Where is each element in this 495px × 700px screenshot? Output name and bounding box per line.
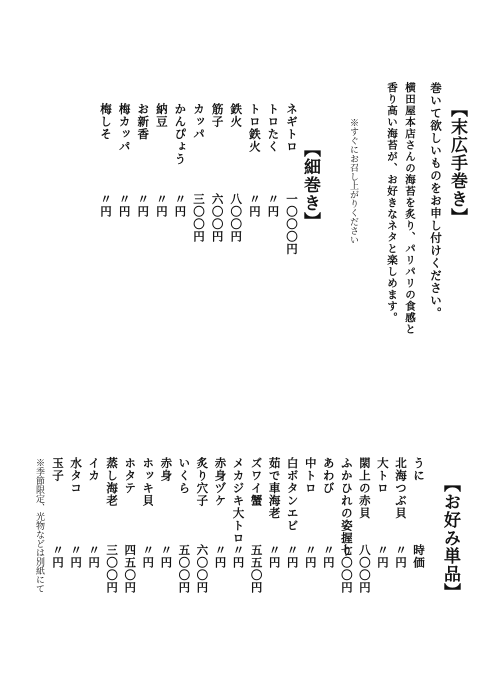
menu-item-name: カッパ xyxy=(192,103,206,141)
hosomaki-section-title: 【細巻き】 xyxy=(300,140,320,230)
temaki-intro-line-2: 横田屋本店さんの海苔を炙り、パリパリの食感と xyxy=(404,82,416,335)
menu-item-name: 北海つぶ貝 xyxy=(393,457,408,520)
menu-item-price: 時価 xyxy=(412,544,426,569)
menu-item-name: ネギトロ xyxy=(285,103,299,153)
menu-item-price: 〃円 xyxy=(141,544,156,569)
menu-item-price: 八〇〇円 xyxy=(229,193,244,243)
menu-item-price: 四五〇円 xyxy=(123,544,138,594)
menu-item-name: 鉄火 xyxy=(229,103,244,128)
menu-item-name: 蒸し海老 xyxy=(105,457,120,507)
temaki-note: ※すぐにお召し上がりください xyxy=(348,118,358,244)
menu-item-price: 〃円 xyxy=(321,544,336,569)
menu-item-name: 茹で車海老 xyxy=(267,457,282,520)
menu-item-name: かんぴょう xyxy=(173,103,188,166)
menu-item-name: お新香 xyxy=(136,103,151,141)
menu-item-name: 玉子 xyxy=(51,457,65,482)
menu-item-price: 六〇〇円 xyxy=(210,193,225,243)
menu-item-name: ふかひれの姿握り xyxy=(339,457,354,557)
menu-item-name: 梅カッパ xyxy=(117,103,132,153)
menu-item-name: トロ鉄火 xyxy=(247,103,262,153)
menu-item-name: ホッキ貝 xyxy=(141,457,156,507)
menu-item-price: 八〇〇円 xyxy=(357,544,372,594)
menu-item-price: 〃円 xyxy=(69,544,84,569)
menu-item-name: ホタテ xyxy=(123,457,138,495)
menu-item-name: 納豆 xyxy=(154,103,169,128)
menu-item-name: あわび xyxy=(321,457,336,495)
menu-item-price: 六〇〇円 xyxy=(195,544,210,594)
menu-item-name: 中トロ xyxy=(303,457,318,495)
menu-item-name: 筋子 xyxy=(210,103,225,128)
menu-item-price: 〃円 xyxy=(266,193,281,218)
menu-item-price: 〃円 xyxy=(173,193,188,218)
menu-item-price: 〃円 xyxy=(117,193,132,218)
menu-item-price: 〃円 xyxy=(267,544,282,569)
menu-item-price: 〃円 xyxy=(159,544,174,569)
menu-item-name: 白ボタンエビ xyxy=(285,457,300,532)
menu-item-name: ズワイ蟹 xyxy=(249,457,264,507)
menu-item-name: 梅しそ xyxy=(99,103,113,141)
menu-item-price: 〃円 xyxy=(213,544,228,569)
menu-item-price: 〃円 xyxy=(51,544,65,569)
tanpin-section-title: 【お好み単品】 xyxy=(440,475,460,601)
menu-item-name: メカジキ大トロ xyxy=(231,457,246,545)
menu-item-price: 五〇〇円 xyxy=(177,544,192,594)
menu-item-name: 水タコ xyxy=(69,457,84,495)
menu-item-price: 〃円 xyxy=(393,544,408,569)
tanpin-note: ※季節限定、光物などは別紙にて xyxy=(34,458,44,593)
menu-item-price: 〃円 xyxy=(154,193,169,218)
menu-item-price: 〃円 xyxy=(247,193,262,218)
menu-item-name: いくら xyxy=(177,457,192,495)
menu-item-price: 三〇〇円 xyxy=(192,193,206,243)
menu-item-name: 大トロ xyxy=(375,457,390,495)
menu-item-name: うに xyxy=(412,457,426,482)
menu-item-price: 〃円 xyxy=(375,544,390,569)
menu-item-price: 〃円 xyxy=(87,544,102,569)
menu-item-price: 七〇〇円 xyxy=(339,544,354,594)
temaki-intro-line-1: 巻いて欲しいものをお申し付けください。 xyxy=(429,82,443,320)
menu-item-name: 赤身ヅケ xyxy=(213,457,228,507)
menu-item-name: 炙り穴子 xyxy=(195,457,210,507)
temaki-intro-line-3: 香り高い海苔が、お好きなネタと楽しめます。 xyxy=(386,82,398,324)
menu-item-price: 〃円 xyxy=(136,193,151,218)
menu-item-price: 〃円 xyxy=(285,544,300,569)
menu-item-price: 一〇〇〇円 xyxy=(285,193,299,256)
menu-item-price: 〃円 xyxy=(231,544,246,569)
menu-item-name: イカ xyxy=(87,457,102,482)
menu-item-name: 閖上の赤貝 xyxy=(357,457,372,520)
menu-item-price: 〃円 xyxy=(303,544,318,569)
menu-item-name: トロたく xyxy=(266,103,281,153)
menu-item-name: 赤身 xyxy=(159,457,174,482)
menu-item-price: 五五〇円 xyxy=(249,544,264,594)
menu-item-price: 三〇〇円 xyxy=(105,544,120,594)
menu-item-price: 〃円 xyxy=(99,193,113,218)
temaki-section-title: 【末広手巻き】 xyxy=(447,100,467,226)
